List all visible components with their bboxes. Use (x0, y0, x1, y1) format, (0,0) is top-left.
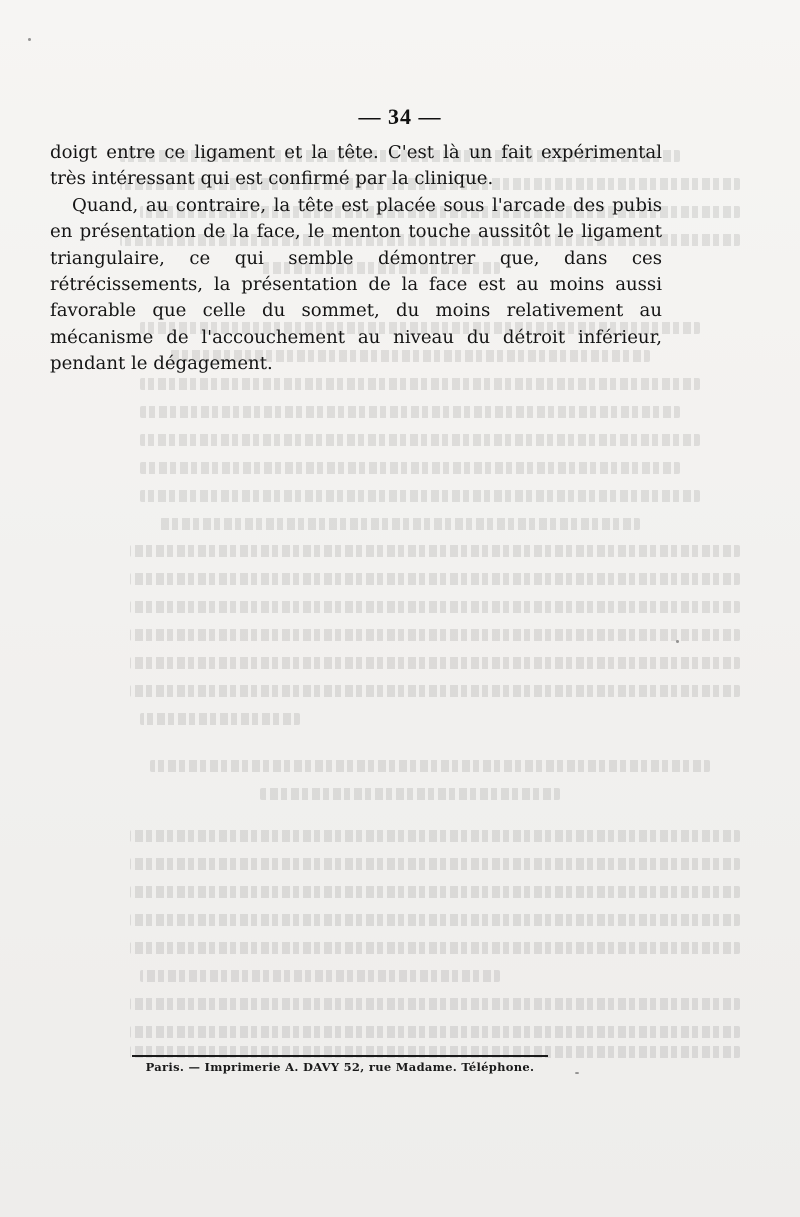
paper-speck (28, 38, 31, 41)
paper-speck (676, 640, 679, 643)
page-number: — 34 — (358, 104, 442, 129)
body-text (50, 140, 662, 378)
printer-imprint: Paris. — Imprimerie A. DAVY 52, rue Madame. Téléphone. (145, 1060, 535, 1074)
footer-rule (132, 1055, 548, 1057)
paragraph-2: Quand, au contraire, la tête est placée sous l'arcade des pubis en présentation de la face, le menton touche aussitôt le ligament triangulaire, ce qui semble démontrer que, dans ces rétrécissements, la présentation de la face est au moins aussi favorable que celle du sommet, du moins relativement au mécanisme de l'accouchement au niveau du détroit inférieur, pendant le dégagement. (50, 194, 662, 375)
paragraph-1: doigt entre ce ligament et la tête. C'est là un fait expérimental très intéressant qui est confirmé par la clinique. (50, 142, 662, 190)
paper-speck (575, 1072, 579, 1074)
